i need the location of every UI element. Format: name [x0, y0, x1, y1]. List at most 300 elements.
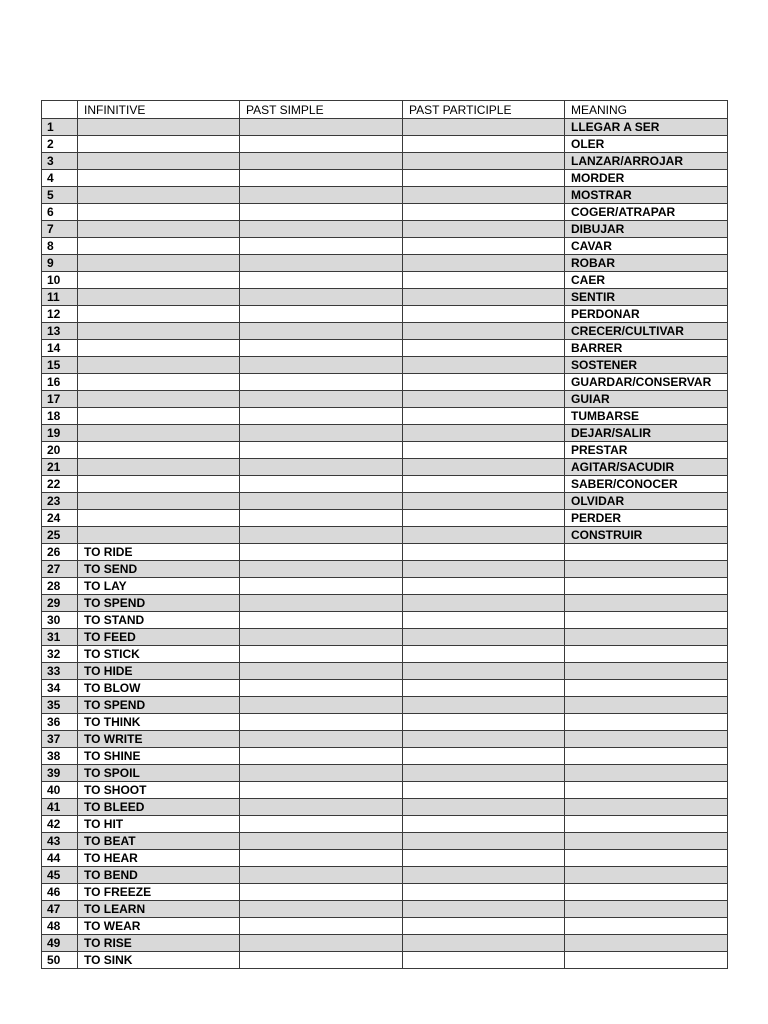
- meaning-cell[interactable]: [565, 884, 728, 901]
- meaning-cell[interactable]: CAVAR: [565, 238, 728, 255]
- meaning-cell[interactable]: [565, 578, 728, 595]
- infinitive-cell[interactable]: [78, 306, 240, 323]
- past-simple-cell[interactable]: [240, 646, 403, 663]
- meaning-cell[interactable]: GUIAR: [565, 391, 728, 408]
- row-number: 47: [42, 901, 78, 918]
- row-number: 14: [42, 340, 78, 357]
- past-participle-cell[interactable]: [403, 612, 565, 629]
- infinitive-cell[interactable]: [78, 374, 240, 391]
- table-row: [42, 697, 728, 714]
- meaning-cell[interactable]: CRECER/CULTIVAR: [565, 323, 728, 340]
- table-row: [42, 340, 728, 357]
- table-row: [42, 272, 728, 289]
- infinitive-cell[interactable]: [78, 136, 240, 153]
- meaning-cell[interactable]: [565, 935, 728, 952]
- past-participle-cell[interactable]: [403, 561, 565, 578]
- header-meaning: MEANING: [565, 101, 728, 119]
- meaning-cell[interactable]: ROBAR: [565, 255, 728, 272]
- table-row: [42, 442, 728, 459]
- past-participle-cell[interactable]: [403, 289, 565, 306]
- row-number: 23: [42, 493, 78, 510]
- row-number: 19: [42, 425, 78, 442]
- past-simple-cell[interactable]: [240, 119, 403, 136]
- past-participle-cell[interactable]: [403, 816, 565, 833]
- past-simple-cell[interactable]: [240, 867, 403, 884]
- past-simple-cell[interactable]: [240, 697, 403, 714]
- row-number: 45: [42, 867, 78, 884]
- row-number: 8: [42, 238, 78, 255]
- past-simple-cell[interactable]: [240, 544, 403, 561]
- table-row: [42, 799, 728, 816]
- infinitive-cell[interactable]: [78, 289, 240, 306]
- past-simple-cell[interactable]: [240, 663, 403, 680]
- past-participle-cell[interactable]: [403, 595, 565, 612]
- past-simple-cell[interactable]: [240, 952, 403, 969]
- past-simple-cell[interactable]: [240, 459, 403, 476]
- past-participle-cell[interactable]: [403, 680, 565, 697]
- meaning-cell[interactable]: LANZAR/ARROJAR: [565, 153, 728, 170]
- past-participle-cell[interactable]: [403, 748, 565, 765]
- past-participle-cell[interactable]: [403, 119, 565, 136]
- infinitive-cell[interactable]: TO SHINE: [78, 748, 240, 765]
- row-number: 27: [42, 561, 78, 578]
- table-row: [42, 255, 728, 272]
- row-number: 35: [42, 697, 78, 714]
- infinitive-cell[interactable]: TO SINK: [78, 952, 240, 969]
- table-row: [42, 170, 728, 187]
- past-participle-cell[interactable]: [403, 799, 565, 816]
- table-row: [42, 204, 728, 221]
- past-simple-cell[interactable]: [240, 187, 403, 204]
- past-simple-cell[interactable]: [240, 748, 403, 765]
- table-row: [42, 408, 728, 425]
- table-row: [42, 663, 728, 680]
- past-simple-cell[interactable]: [240, 578, 403, 595]
- past-participle-cell[interactable]: [403, 935, 565, 952]
- row-number: 4: [42, 170, 78, 187]
- meaning-cell[interactable]: BARRER: [565, 340, 728, 357]
- past-participle-cell[interactable]: [403, 629, 565, 646]
- row-number: 20: [42, 442, 78, 459]
- table-row: [42, 595, 728, 612]
- row-number: 11: [42, 289, 78, 306]
- table-row: [42, 867, 728, 884]
- meaning-cell[interactable]: OLVIDAR: [565, 493, 728, 510]
- table-row: [42, 136, 728, 153]
- past-participle-cell[interactable]: [403, 884, 565, 901]
- infinitive-cell[interactable]: TO LAY: [78, 578, 240, 595]
- past-simple-cell[interactable]: [240, 289, 403, 306]
- past-participle-cell[interactable]: [403, 459, 565, 476]
- infinitive-cell[interactable]: [78, 493, 240, 510]
- meaning-cell[interactable]: SABER/CONOCER: [565, 476, 728, 493]
- infinitive-cell[interactable]: [78, 442, 240, 459]
- past-simple-cell[interactable]: [240, 204, 403, 221]
- header-row: [42, 101, 728, 119]
- irregular-verbs-table: [41, 100, 728, 969]
- infinitive-cell[interactable]: TO HEAR: [78, 850, 240, 867]
- infinitive-cell[interactable]: TO SPEND: [78, 595, 240, 612]
- meaning-cell[interactable]: [565, 629, 728, 646]
- table-row: [42, 952, 728, 969]
- infinitive-cell[interactable]: TO SPEND: [78, 697, 240, 714]
- infinitive-cell[interactable]: [78, 391, 240, 408]
- meaning-cell[interactable]: MORDER: [565, 170, 728, 187]
- past-simple-cell[interactable]: [240, 272, 403, 289]
- infinitive-cell[interactable]: [78, 272, 240, 289]
- row-number: 3: [42, 153, 78, 170]
- meaning-cell[interactable]: [565, 731, 728, 748]
- table-row: [42, 782, 728, 799]
- past-participle-cell[interactable]: [403, 544, 565, 561]
- meaning-cell[interactable]: [565, 544, 728, 561]
- infinitive-cell[interactable]: [78, 425, 240, 442]
- past-simple-cell[interactable]: [240, 340, 403, 357]
- row-number: 7: [42, 221, 78, 238]
- meaning-cell[interactable]: [565, 697, 728, 714]
- row-number: 25: [42, 527, 78, 544]
- past-simple-cell[interactable]: [240, 357, 403, 374]
- meaning-cell[interactable]: [565, 833, 728, 850]
- past-participle-cell[interactable]: [403, 765, 565, 782]
- row-number: 29: [42, 595, 78, 612]
- past-simple-cell[interactable]: [240, 782, 403, 799]
- row-number: 26: [42, 544, 78, 561]
- infinitive-cell[interactable]: TO STICK: [78, 646, 240, 663]
- past-simple-cell[interactable]: [240, 425, 403, 442]
- infinitive-cell[interactable]: TO FREEZE: [78, 884, 240, 901]
- past-simple-cell[interactable]: [240, 731, 403, 748]
- past-simple-cell[interactable]: [240, 816, 403, 833]
- infinitive-cell[interactable]: TO SPOIL: [78, 765, 240, 782]
- meaning-cell[interactable]: [565, 646, 728, 663]
- past-simple-cell[interactable]: [240, 561, 403, 578]
- past-participle-cell[interactable]: [403, 663, 565, 680]
- row-number: 12: [42, 306, 78, 323]
- table-row: [42, 306, 728, 323]
- row-number: 13: [42, 323, 78, 340]
- table-row: [42, 510, 728, 527]
- past-simple-cell[interactable]: [240, 850, 403, 867]
- table-row: [42, 323, 728, 340]
- table-row: [42, 816, 728, 833]
- table-row: [42, 374, 728, 391]
- meaning-cell[interactable]: AGITAR/SACUDIR: [565, 459, 728, 476]
- past-simple-cell[interactable]: [240, 799, 403, 816]
- infinitive-cell[interactable]: TO RIDE: [78, 544, 240, 561]
- infinitive-cell[interactable]: [78, 340, 240, 357]
- past-participle-cell[interactable]: [403, 493, 565, 510]
- row-number: 28: [42, 578, 78, 595]
- past-participle-cell[interactable]: [403, 204, 565, 221]
- infinitive-cell[interactable]: TO BEND: [78, 867, 240, 884]
- past-participle-cell[interactable]: [403, 340, 565, 357]
- infinitive-cell[interactable]: [78, 255, 240, 272]
- row-number: 15: [42, 357, 78, 374]
- table-row: [42, 391, 728, 408]
- past-simple-cell[interactable]: [240, 935, 403, 952]
- past-participle-cell[interactable]: [403, 374, 565, 391]
- past-simple-cell[interactable]: [240, 391, 403, 408]
- past-participle-cell[interactable]: [403, 527, 565, 544]
- past-participle-cell[interactable]: [403, 901, 565, 918]
- table-row: [42, 935, 728, 952]
- infinitive-cell[interactable]: [78, 476, 240, 493]
- row-number: 44: [42, 850, 78, 867]
- row-number: 30: [42, 612, 78, 629]
- infinitive-cell[interactable]: [78, 408, 240, 425]
- row-number: 50: [42, 952, 78, 969]
- infinitive-cell[interactable]: TO WEAR: [78, 918, 240, 935]
- meaning-cell[interactable]: [565, 816, 728, 833]
- infinitive-cell[interactable]: [78, 119, 240, 136]
- past-participle-cell[interactable]: [403, 425, 565, 442]
- past-simple-cell[interactable]: [240, 510, 403, 527]
- row-number: 43: [42, 833, 78, 850]
- infinitive-cell[interactable]: TO RISE: [78, 935, 240, 952]
- past-simple-cell[interactable]: [240, 493, 403, 510]
- past-participle-cell[interactable]: [403, 255, 565, 272]
- meaning-cell[interactable]: CAER: [565, 272, 728, 289]
- past-participle-cell[interactable]: [403, 867, 565, 884]
- row-number: 42: [42, 816, 78, 833]
- past-participle-cell[interactable]: [403, 714, 565, 731]
- table-row: [42, 850, 728, 867]
- row-number: 5: [42, 187, 78, 204]
- meaning-cell[interactable]: [565, 561, 728, 578]
- table-row: [42, 731, 728, 748]
- infinitive-cell[interactable]: [78, 357, 240, 374]
- meaning-cell[interactable]: [565, 799, 728, 816]
- meaning-cell[interactable]: DIBUJAR: [565, 221, 728, 238]
- row-number: 36: [42, 714, 78, 731]
- meaning-cell[interactable]: [565, 714, 728, 731]
- past-participle-cell[interactable]: [403, 918, 565, 935]
- past-participle-cell[interactable]: [403, 442, 565, 459]
- table-row: [42, 544, 728, 561]
- table-row: [42, 493, 728, 510]
- past-participle-cell[interactable]: [403, 391, 565, 408]
- table-row: [42, 714, 728, 731]
- past-simple-cell[interactable]: [240, 884, 403, 901]
- meaning-cell[interactable]: [565, 748, 728, 765]
- infinitive-cell[interactable]: TO SHOOT: [78, 782, 240, 799]
- meaning-cell[interactable]: [565, 612, 728, 629]
- past-participle-cell[interactable]: [403, 697, 565, 714]
- row-number: 37: [42, 731, 78, 748]
- infinitive-cell[interactable]: [78, 527, 240, 544]
- meaning-cell[interactable]: [565, 901, 728, 918]
- past-simple-cell[interactable]: [240, 408, 403, 425]
- table-row: [42, 476, 728, 493]
- table-row: [42, 833, 728, 850]
- past-simple-cell[interactable]: [240, 374, 403, 391]
- header-past-simple: PAST SIMPLE: [240, 101, 403, 119]
- past-simple-cell[interactable]: [240, 901, 403, 918]
- table-row: [42, 748, 728, 765]
- past-simple-cell[interactable]: [240, 221, 403, 238]
- infinitive-cell[interactable]: TO LEARN: [78, 901, 240, 918]
- row-number: 33: [42, 663, 78, 680]
- table-body: [42, 119, 728, 969]
- table-row: [42, 612, 728, 629]
- infinitive-cell[interactable]: TO HIDE: [78, 663, 240, 680]
- meaning-cell[interactable]: [565, 595, 728, 612]
- infinitive-cell[interactable]: TO BLOW: [78, 680, 240, 697]
- past-simple-cell[interactable]: [240, 170, 403, 187]
- meaning-cell[interactable]: PRESTAR: [565, 442, 728, 459]
- past-participle-cell[interactable]: [403, 238, 565, 255]
- table-row: [42, 459, 728, 476]
- row-number: 10: [42, 272, 78, 289]
- past-participle-cell[interactable]: [403, 272, 565, 289]
- table-row: [42, 527, 728, 544]
- past-simple-cell[interactable]: [240, 153, 403, 170]
- past-simple-cell[interactable]: [240, 833, 403, 850]
- infinitive-cell[interactable]: [78, 221, 240, 238]
- past-simple-cell[interactable]: [240, 442, 403, 459]
- past-participle-cell[interactable]: [403, 782, 565, 799]
- meaning-cell[interactable]: MOSTRAR: [565, 187, 728, 204]
- row-number: 38: [42, 748, 78, 765]
- past-participle-cell[interactable]: [403, 646, 565, 663]
- row-number: 41: [42, 799, 78, 816]
- infinitive-cell[interactable]: [78, 323, 240, 340]
- past-participle-cell[interactable]: [403, 357, 565, 374]
- meaning-cell[interactable]: TUMBARSE: [565, 408, 728, 425]
- past-simple-cell[interactable]: [240, 612, 403, 629]
- past-simple-cell[interactable]: [240, 238, 403, 255]
- row-number: 18: [42, 408, 78, 425]
- past-participle-cell[interactable]: [403, 952, 565, 969]
- past-simple-cell[interactable]: [240, 306, 403, 323]
- infinitive-cell[interactable]: [78, 510, 240, 527]
- row-number: 39: [42, 765, 78, 782]
- row-number: 16: [42, 374, 78, 391]
- meaning-cell[interactable]: PERDONAR: [565, 306, 728, 323]
- meaning-cell[interactable]: COGER/ATRAPAR: [565, 204, 728, 221]
- row-number: 34: [42, 680, 78, 697]
- infinitive-cell[interactable]: TO SEND: [78, 561, 240, 578]
- row-number: 32: [42, 646, 78, 663]
- meaning-cell[interactable]: LLEGAR A SER: [565, 119, 728, 136]
- past-simple-cell[interactable]: [240, 714, 403, 731]
- past-participle-cell[interactable]: [403, 221, 565, 238]
- meaning-cell[interactable]: [565, 952, 728, 969]
- row-number: 24: [42, 510, 78, 527]
- meaning-cell[interactable]: [565, 918, 728, 935]
- past-participle-cell[interactable]: [403, 323, 565, 340]
- meaning-cell[interactable]: [565, 663, 728, 680]
- past-simple-cell[interactable]: [240, 323, 403, 340]
- meaning-cell[interactable]: [565, 850, 728, 867]
- infinitive-cell[interactable]: TO BEAT: [78, 833, 240, 850]
- row-number: 2: [42, 136, 78, 153]
- meaning-cell[interactable]: CONSTRUIR: [565, 527, 728, 544]
- table-row: [42, 629, 728, 646]
- infinitive-cell[interactable]: [78, 170, 240, 187]
- past-participle-cell[interactable]: [403, 476, 565, 493]
- past-participle-cell[interactable]: [403, 833, 565, 850]
- past-simple-cell[interactable]: [240, 629, 403, 646]
- infinitive-cell[interactable]: TO STAND: [78, 612, 240, 629]
- meaning-cell[interactable]: PERDER: [565, 510, 728, 527]
- meaning-cell[interactable]: [565, 867, 728, 884]
- past-participle-cell[interactable]: [403, 408, 565, 425]
- infinitive-cell[interactable]: [78, 459, 240, 476]
- infinitive-cell[interactable]: [78, 153, 240, 170]
- past-simple-cell[interactable]: [240, 136, 403, 153]
- table-row: [42, 357, 728, 374]
- meaning-cell[interactable]: DEJAR/SALIR: [565, 425, 728, 442]
- past-simple-cell[interactable]: [240, 918, 403, 935]
- past-participle-cell[interactable]: [403, 510, 565, 527]
- row-number: 31: [42, 629, 78, 646]
- infinitive-cell[interactable]: TO HIT: [78, 816, 240, 833]
- infinitive-cell[interactable]: TO FEED: [78, 629, 240, 646]
- past-participle-cell[interactable]: [403, 136, 565, 153]
- meaning-cell[interactable]: OLER: [565, 136, 728, 153]
- past-participle-cell[interactable]: [403, 153, 565, 170]
- past-participle-cell[interactable]: [403, 170, 565, 187]
- table-row: [42, 561, 728, 578]
- past-participle-cell[interactable]: [403, 731, 565, 748]
- infinitive-cell[interactable]: TO THINK: [78, 714, 240, 731]
- row-number: 22: [42, 476, 78, 493]
- table-row: [42, 918, 728, 935]
- table-row: [42, 119, 728, 136]
- row-number: 9: [42, 255, 78, 272]
- meaning-cell[interactable]: SENTIR: [565, 289, 728, 306]
- meaning-cell[interactable]: GUARDAR/CONSERVAR: [565, 374, 728, 391]
- row-number: 1: [42, 119, 78, 136]
- past-simple-cell[interactable]: [240, 680, 403, 697]
- infinitive-cell[interactable]: TO WRITE: [78, 731, 240, 748]
- row-number: 46: [42, 884, 78, 901]
- past-simple-cell[interactable]: [240, 765, 403, 782]
- past-participle-cell[interactable]: [403, 578, 565, 595]
- past-simple-cell[interactable]: [240, 476, 403, 493]
- past-simple-cell[interactable]: [240, 527, 403, 544]
- meaning-cell[interactable]: [565, 782, 728, 799]
- infinitive-cell[interactable]: TO BLEED: [78, 799, 240, 816]
- meaning-cell[interactable]: SOSTENER: [565, 357, 728, 374]
- table-row: [42, 289, 728, 306]
- past-simple-cell[interactable]: [240, 595, 403, 612]
- past-participle-cell[interactable]: [403, 306, 565, 323]
- infinitive-cell[interactable]: [78, 204, 240, 221]
- table-row: [42, 221, 728, 238]
- table-row: [42, 187, 728, 204]
- table-row: [42, 884, 728, 901]
- table-row: [42, 238, 728, 255]
- table-row: [42, 153, 728, 170]
- header-past-participle: PAST PARTICIPLE: [403, 101, 565, 119]
- header-infinitive: INFINITIVE: [78, 101, 240, 119]
- row-number: 17: [42, 391, 78, 408]
- table-row: [42, 646, 728, 663]
- row-number: 40: [42, 782, 78, 799]
- row-number: 21: [42, 459, 78, 476]
- past-participle-cell[interactable]: [403, 187, 565, 204]
- meaning-cell[interactable]: [565, 680, 728, 697]
- table-row: [42, 578, 728, 595]
- infinitive-cell[interactable]: [78, 238, 240, 255]
- infinitive-cell[interactable]: [78, 187, 240, 204]
- meaning-cell[interactable]: [565, 765, 728, 782]
- past-simple-cell[interactable]: [240, 255, 403, 272]
- past-participle-cell[interactable]: [403, 850, 565, 867]
